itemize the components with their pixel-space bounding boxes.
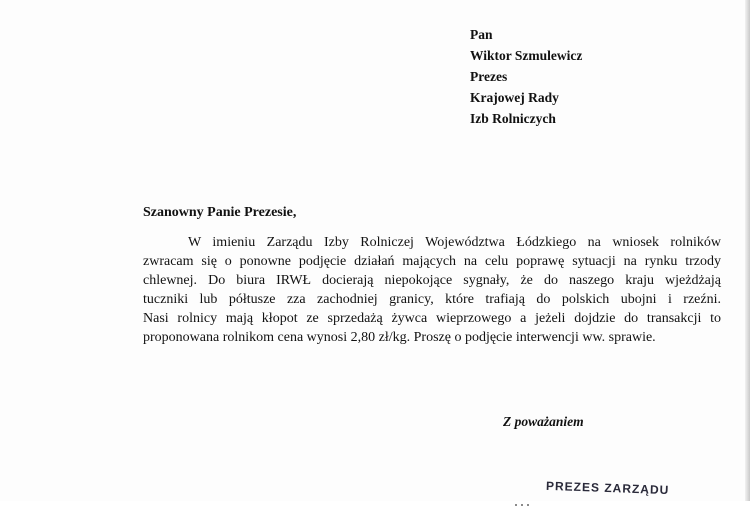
closing-phrase: Z poważaniem [503,414,584,429]
stamp-text: PREZES ZARZĄDU [545,478,670,498]
body-line: W imieniu Zarządu Izby Rolniczej Województwa Łódzkiego na wniosek rolników [188,235,721,250]
addressee-block [470,24,582,129]
stamp-mark [515,493,535,499]
addressee-line: Prezes [470,69,508,84]
body-line: chlewnej. Do biura IRWŁ docierają niepokojące sygnały, że do naszego kraju wjeżdżają [143,273,721,288]
body-line: Nasi rolnicy mają kłopot ze sprzedażą żywca wieprzowego a jeżeli dojdzie do transakcji to [143,311,721,326]
letter-body [143,233,721,347]
body-line: tuczniki lub półtusze zza zachodniej granicy, które trafiają do polskich ubojni i rzeźni. [143,292,721,307]
page-edge-shadow [745,0,750,501]
body-line: zwracam się o ponowne podjęcie działań mających na celu poprawę sytuacji na rynku trzody [143,254,721,269]
body-line: proponowana rolnikom cena wynosi 2,80 zł/kg. Proszę o podjęcie interwencji ww. sprawie. [143,330,656,345]
addressee-line: Krajowej Rady [470,90,559,105]
addressee-line: Izb Rolniczych [470,111,556,126]
addressee-line: Pan [470,27,493,42]
addressee-line: Wiktor Szmulewicz [470,48,583,63]
salutation: Szanowny Panie Prezesie, [143,205,297,220]
